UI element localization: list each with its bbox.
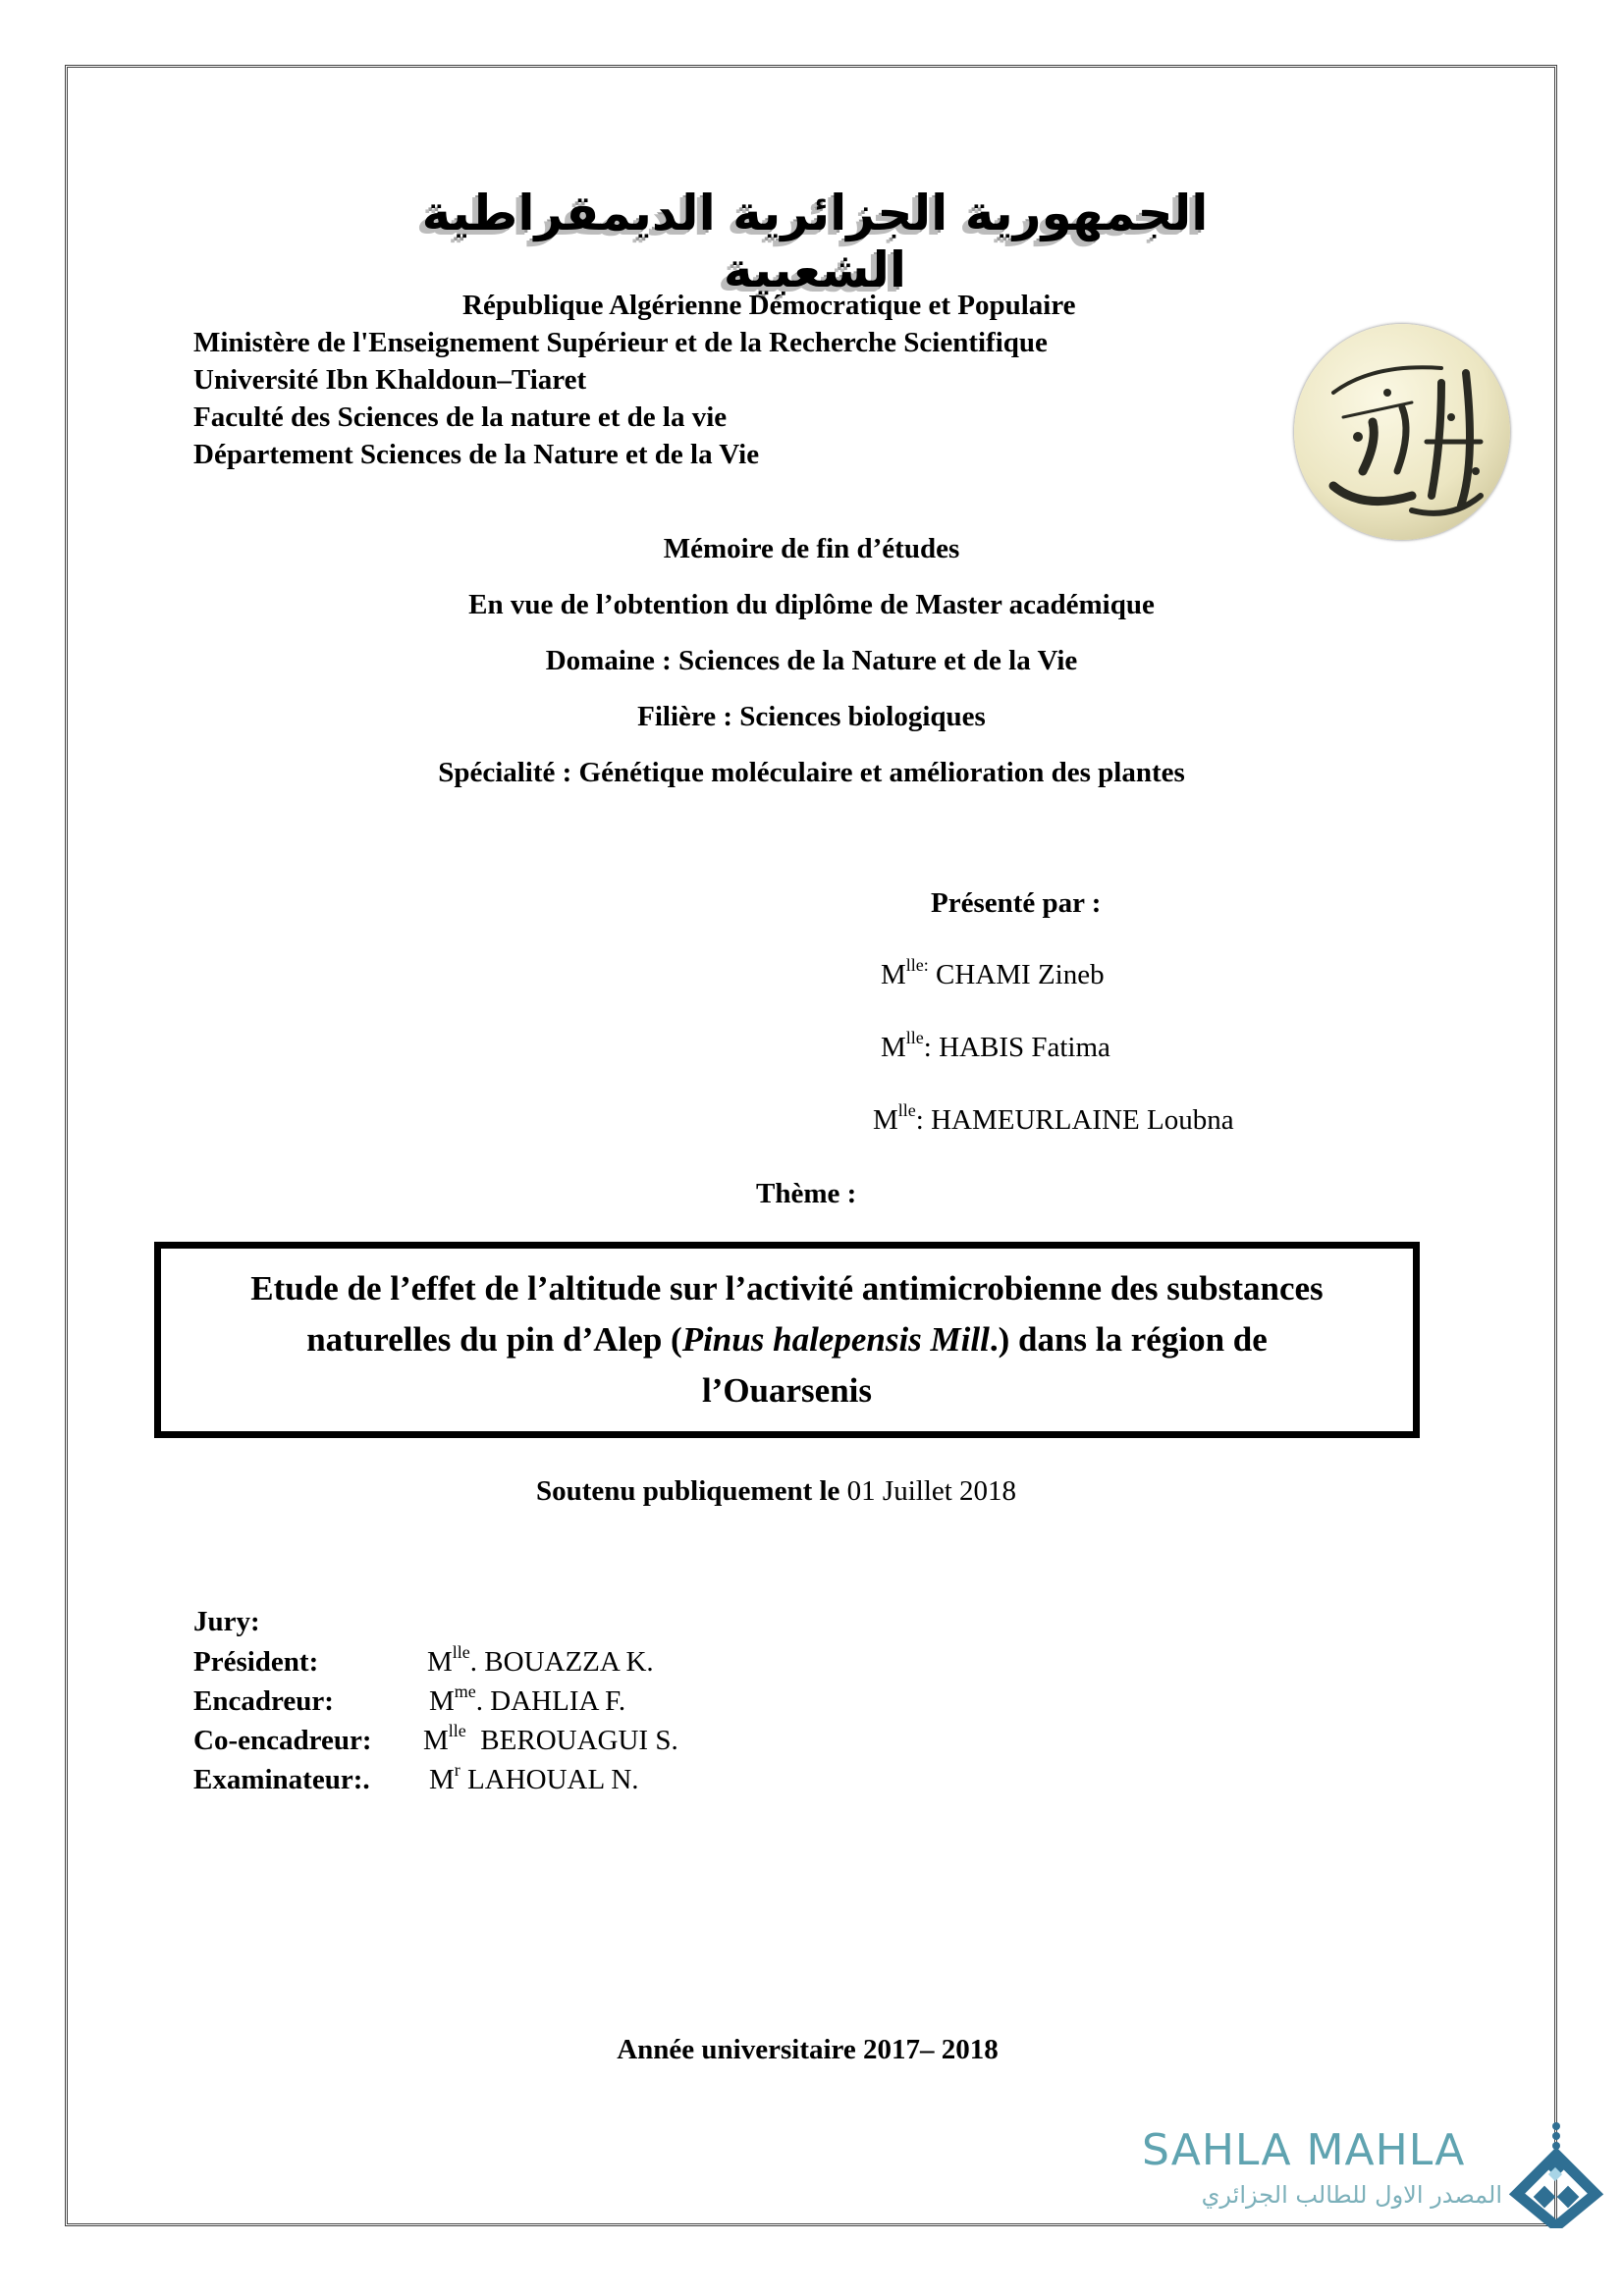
student-1-prefix: M xyxy=(881,959,906,990)
faculty-name: Faculté des Sciences de la nature et de la vie xyxy=(193,401,728,433)
student-1 xyxy=(881,955,1105,991)
academic-year: Année universitaire 2017– 2018 xyxy=(617,2034,999,2065)
title-line-2-pre: naturelles du pin d’Alep ( xyxy=(306,1320,682,1359)
degree-purpose: En vue de l’obtention du diplôme de Master académique xyxy=(468,589,1155,620)
jury-role: Encadreur: xyxy=(193,1685,334,1717)
defense-line xyxy=(536,1475,1016,1508)
sahla-mahla-logo-icon xyxy=(1507,2120,1605,2228)
republic-name: République Algérienne Démocratique et Populaire xyxy=(462,290,1076,321)
jury-prefix: M xyxy=(427,1646,453,1678)
student-3-sup: lle xyxy=(897,1100,916,1120)
student-3-prefix: M xyxy=(873,1104,898,1136)
defense-label: Soutenu publiquement le xyxy=(536,1475,840,1507)
thesis-title-line-2 xyxy=(161,1314,1413,1365)
student-3 xyxy=(873,1100,1234,1137)
student-1-name: CHAMI Zineb xyxy=(928,959,1105,990)
presented-by-label: Présenté par : xyxy=(931,887,1102,919)
watermark-brand: SAHLA MAHLA xyxy=(1142,2125,1466,2175)
species-name: Pinus halepensis Mill xyxy=(681,1320,990,1359)
domaine-line: Domaine : Sciences de la Nature et de la Vie xyxy=(545,645,1078,676)
student-1-sup: lle: xyxy=(905,955,929,975)
jury-sup: lle xyxy=(452,1642,470,1662)
jury-role: Président: xyxy=(193,1646,319,1678)
title-line-2-post: .) dans la région de xyxy=(989,1320,1268,1359)
university-name: Université Ibn Khaldoun–Tiaret xyxy=(193,364,587,396)
student-2-name: : HABIS Fatima xyxy=(923,1032,1110,1063)
thesis-title-line-1: Etude de l’effet de l’altitude sur l’activité antimicrobienne des substances xyxy=(250,1269,1324,1308)
jury-prefix: M xyxy=(429,1764,455,1795)
jury-name: LAHOUAL N. xyxy=(460,1764,639,1795)
theme-label: Thème : xyxy=(756,1178,857,1209)
jury-name: BEROUAGUI S. xyxy=(465,1725,678,1756)
jury-encadreur xyxy=(193,1682,626,1718)
jury-president xyxy=(193,1642,654,1679)
jury-sup: r xyxy=(454,1760,460,1780)
jury-prefix: M xyxy=(429,1685,455,1717)
student-2-prefix: M xyxy=(881,1032,906,1063)
specialite-line: Spécialité : Génétique moléculaire et amélioration des plantes xyxy=(438,757,1185,788)
student-3-name: : HAMEURLAINE Loubna xyxy=(915,1104,1234,1136)
filiere-line: Filière : Sciences biologiques xyxy=(637,701,986,732)
memoire-heading: Mémoire de fin d’études xyxy=(663,533,960,564)
jury-co-encadreur xyxy=(193,1721,678,1757)
watermark-tagline: المصدر الاول للطالب الجزائري xyxy=(1201,2181,1502,2209)
thesis-title xyxy=(161,1263,1413,1416)
student-2 xyxy=(881,1028,1110,1064)
thesis-title-box xyxy=(154,1242,1420,1438)
arabic-republic-title: الجمهورية الجزائرية الديمقراطية الشعبية xyxy=(421,185,1209,298)
thesis-title-line-3: l’Ouarsenis xyxy=(701,1371,873,1410)
calligraphy-seal-icon xyxy=(1294,324,1510,540)
ministry-name: Ministère de l'Enseignement Supérieur et de la Recherche Scientifique xyxy=(193,327,1048,358)
defense-date: 01 Juillet 2018 xyxy=(839,1475,1017,1507)
student-2-sup: lle xyxy=(905,1028,924,1047)
jury-role: Examinateur:. xyxy=(193,1764,370,1795)
jury-name: . DAHLIA F. xyxy=(475,1685,626,1717)
jury-prefix: M xyxy=(423,1725,449,1756)
jury-name: . BOUAZZA K. xyxy=(469,1646,654,1678)
jury-sup: lle xyxy=(448,1721,466,1740)
jury-sup: me xyxy=(454,1682,476,1701)
department-name: Département Sciences de la Nature et de la Vie xyxy=(193,439,760,470)
jury-examinateur xyxy=(193,1760,639,1796)
jury-label: Jury: xyxy=(193,1606,260,1637)
jury-role: Co-encadreur: xyxy=(193,1725,372,1756)
university-seal-icon xyxy=(1294,324,1510,540)
